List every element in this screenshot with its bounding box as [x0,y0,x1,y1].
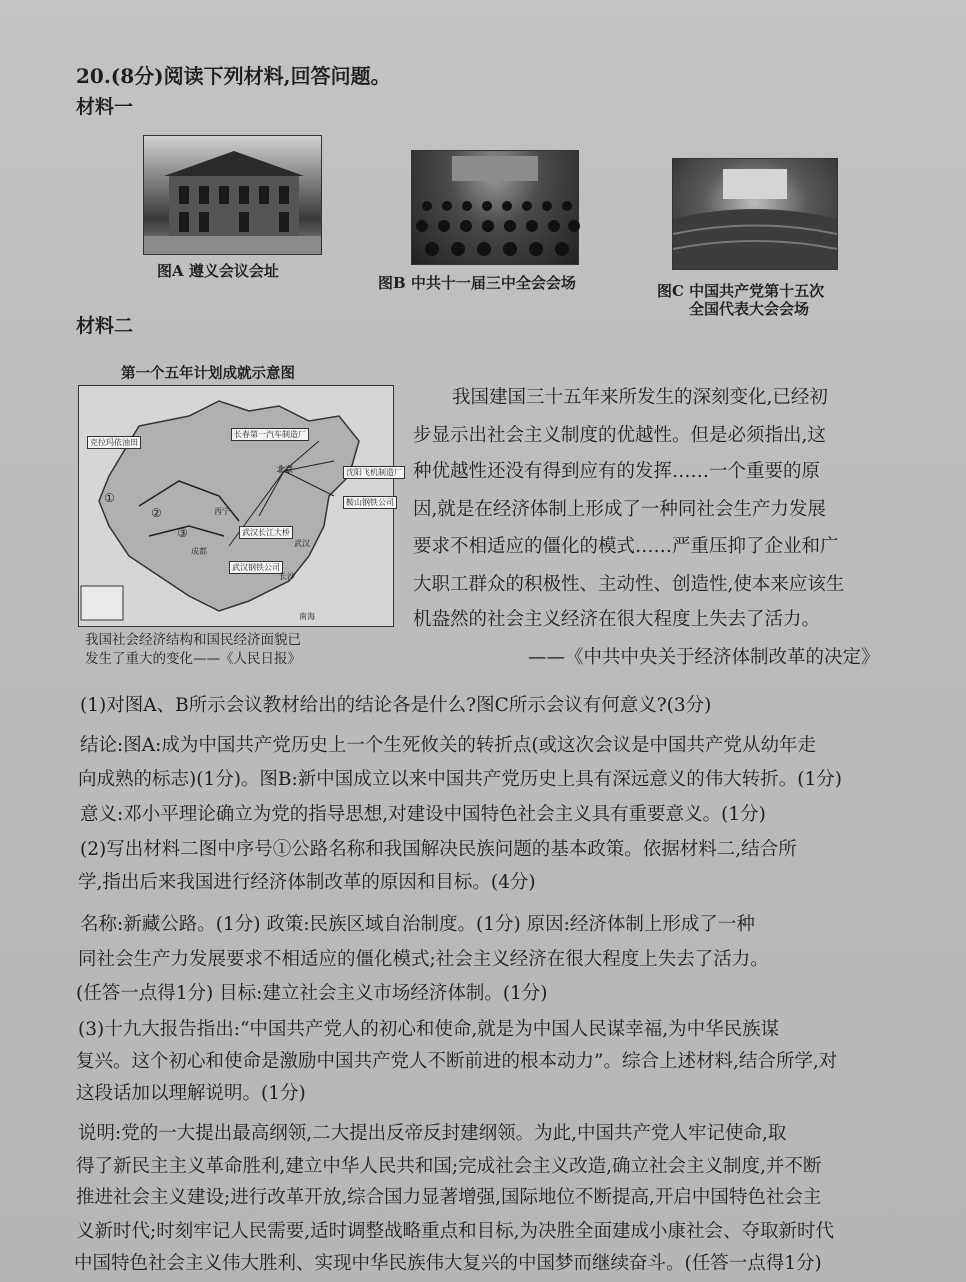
figure-b-caption: 图B 中共十一届三中全会会场 [378,274,576,292]
material2-text-line: 种优越性还没有得到应有的发挥……一个重要的原 [413,461,821,482]
body-line: (2)写出材料二图中序号①公路名称和我国解决民族问题的基本政策。依据材料二,结合所 [80,839,797,860]
material2-text-line: 大职工群众的积极性、主动性、创造性,使本来应该生 [413,574,845,595]
map-label-karamay: 克拉玛依油田 [87,436,141,449]
map-city-xining: 西宁 [214,507,230,516]
material2-text-line: 要求不相适应的僵化的模式……严重压抑了企业和广 [413,536,839,557]
material2-text-line: 我国建国三十五年来所发生的深刻变化,已经初 [452,387,828,408]
map-label-shenyang: 沈阳飞机制造厂 [343,466,405,479]
body-line: (3)十九大报告指出:“中国共产党人的初心和使命,就是为中国人民谋幸福,为中华民族谋 [78,1019,780,1040]
body-line: 中国特色社会主义伟大胜利、实现中华民族伟大复兴的中国梦而继续奋斗。(任答一点得1分) [74,1253,822,1274]
body-line: 意义:邓小平理论确立为党的指导思想,对建设中国特色社会主义具有重要意义。(1分) [80,804,766,825]
body-line: 义新时代;时刻牢记人民需要,适时调整战略重点和目标,为决胜全面建成小康社会、夺取新时代 [76,1221,834,1242]
map-label-changchun: 长春第一汽车制造厂 [231,428,309,441]
body-line: 结论:图A:成为中国共产党历史上一个生死攸关的转折点(或这次会议是中国共产党从幼年走 [80,735,817,756]
body-line: 得了新民主主义革命胜利,建立中华人民共和国;完成社会主义改造,确立社会主义制度,并不断 [76,1156,822,1177]
map-city-wuhan: 武汉 [294,539,310,548]
body-line: 名称:新藏公路。(1分) 政策:民族区域自治制度。(1分) 原因:经济体制上形成了一种 [80,914,755,935]
map-caption-2: 发生了重大的变化——《人民日报》 [85,651,301,667]
photo-third-plenum [411,150,579,265]
photo-fifteenth-congress [672,158,838,270]
question-title: 20.(8分)阅读下列材料,回答问题。 [76,64,391,88]
map-city-chengdu: 成都 [191,547,207,556]
map-label-wuhan-bridge: 武汉长江大桥 [239,526,293,539]
map-caption-1: 我国社会经济结构和国民经济面貌已 [85,632,301,648]
map-label-anshan: 鞍山钢铁公司 [343,496,397,509]
material2-text-line: 因,就是在经济体制上形成了一种同社会生产力发展 [413,499,826,520]
material2-label: 材料二 [76,315,134,337]
body-line: 复兴。这个初心和使命是激励中国共产党人不断前进的根本动力”。综合上述材料,结合所学,对 [76,1051,838,1072]
figure-c-caption-1: 图C 中国共产党第十五次 [657,282,825,300]
figure-c-caption-2: 全国代表大会会场 [689,300,810,318]
map-number-2: ② [151,506,162,520]
body-line: 推进社会主义建设;进行改革开放,综合国力显著增强,国际地位不断提高,开启中国特色社会主 [76,1187,822,1208]
body-line: 同社会生产力发展要求不相适应的僵化模式;社会主义经济在很大程度上失去了活力。 [78,949,769,970]
body-line: 这段话加以理解说明。(1分) [76,1083,306,1104]
map-city-nanhai: 南海 [299,612,315,621]
material1-label: 材料一 [76,96,134,118]
map-title: 第一个五年计划成就示意图 [121,365,295,382]
five-year-plan-map [78,385,402,627]
map-city-changsha: 长沙 [279,572,295,581]
map-label-wuhan-steel: 武汉钢铁公司 [229,561,283,574]
photo-zunyi-site [143,135,322,255]
material2-text-line: 机盎然的社会主义经济在很大程度上失去了活力。 [413,609,821,630]
material2-source: ——《中共中央关于经济体制改革的决定》 [528,647,880,668]
figure-a-caption: 图A 遵义会议会址 [157,262,279,280]
body-line: 学,指出后来我国进行经济体制改革的原因和目标。(4分) [78,872,536,893]
map-number-1: ① [104,491,115,505]
body-line: 向成熟的标志)(1分)。图B:新中国成立以来中国共产党历史上具有深远意义的伟大转折。(1分) [78,769,842,790]
body-line: 说明:党的一大提出最高纲领,二大提出反帝反封建纲领。为此,中国共产党人牢记使命,取 [78,1123,787,1144]
material2-text-line: 步显示出社会主义制度的优越性。但是必须指出,这 [413,425,826,446]
body-line: (任答一点得1分) 目标:建立社会主义市场经济体制。(1分) [76,983,548,1004]
map-city-beijing: 北京 [277,465,293,474]
map-number-3: ③ [177,526,188,540]
body-line: (1)对图A、B所示会议教材给出的结论各是什么?图C所示会议有何意义?(3分) [80,695,712,716]
